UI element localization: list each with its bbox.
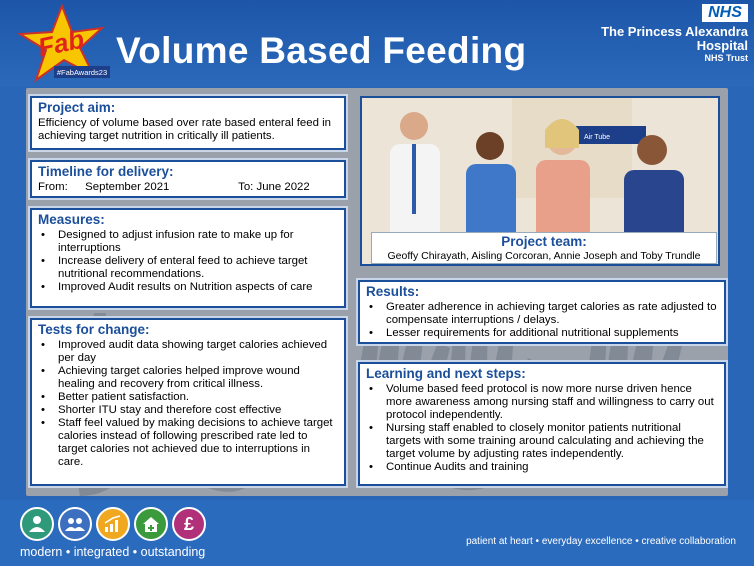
timeline-from-value: September 2021 <box>85 181 170 193</box>
list-item: • Improved audit data showing target calories achieved per day <box>38 339 338 365</box>
list-item: • Nursing staff enabled to closely monitor patients nutritional targets with some training around calculating and achieving the target volume by adjusting rates independently. <box>366 422 718 461</box>
project-aim-heading: Project aim: <box>38 100 116 115</box>
team-heading: Project team: <box>501 234 587 249</box>
timeline-box <box>30 160 346 198</box>
air-tube-sign: Air Tube <box>584 134 611 141</box>
team-names: Geoffy Chirayath, Aisling Corcoran, Annie Joseph and Toby Trundle <box>387 250 701 262</box>
trust-line-3: NHS Trust <box>704 53 748 63</box>
patient-icon <box>20 507 54 541</box>
project-aim-box <box>30 96 346 150</box>
project-aim-text: Efficiency of volume based over rate based enteral feed in achieving target nutrition in critically ill patients. <box>38 117 331 142</box>
growth-chart-icon <box>96 507 130 541</box>
trust-name <box>601 25 748 64</box>
list-item: • Designed to adjust infusion rate to make up for interruptions <box>38 229 338 255</box>
measures-list <box>38 229 338 294</box>
nhs-logo: NHS <box>702 4 748 22</box>
pound-icon <box>172 507 206 541</box>
tests-list <box>38 339 338 469</box>
timeline-heading: Timeline for delivery: <box>38 164 174 179</box>
measures-heading: Measures: <box>38 212 105 227</box>
badge-tag: #FabAwards23 <box>56 68 108 77</box>
list-item: • Increase delivery of enteral feed to achieve target nutritional recommendations. <box>38 255 338 281</box>
trust-line-1: The Princess Alexandra <box>601 24 748 39</box>
learning-heading: Learning and next steps: <box>366 366 526 381</box>
timeline-from-label: From: <box>38 181 68 193</box>
fab-awards-badge <box>14 4 114 86</box>
page-title: Volume Based Feeding <box>116 30 527 71</box>
pound-symbol: £ <box>183 513 194 534</box>
list-item: • Staff feel valued by making decisions to achieve target calories instead of following prescribed rate led to target calories not achieved due to interruptions in care. <box>38 417 338 469</box>
home-icon <box>134 507 168 541</box>
learning-list <box>366 383 718 474</box>
results-box <box>358 280 726 344</box>
people-icon <box>58 507 92 541</box>
timeline-row <box>38 181 338 194</box>
list-item: • Shorter ITU stay and therefore cost effective <box>38 404 338 417</box>
footer-tagline-right: patient at heart • everyday excellence • creative collaboration <box>466 536 736 547</box>
list-item: • Achieving target calories helped improve wound healing and recovery from critical illness. <box>38 365 338 391</box>
list-item: • Better patient satisfaction. <box>38 391 338 404</box>
list-item: • Lesser requirements for additional nutritional supplements <box>366 327 718 340</box>
timeline-to: To: June 2022 <box>238 181 310 193</box>
learning-box <box>358 362 726 486</box>
measures-box <box>30 208 346 308</box>
trust-line-2: Hospital <box>696 38 748 53</box>
tests-heading: Tests for change: <box>38 322 150 337</box>
list-item: • Greater adherence in achieving target calories as rate adjusted to compensate interruptions / delays. <box>366 301 718 327</box>
list-item: • Improved Audit results on Nutrition aspects of care <box>38 281 338 294</box>
badge-text: Fab <box>35 23 87 63</box>
list-item: • Volume based feed protocol is now more nurse driven hence more awareness among nursing staff and willingness to carry out protocol independently. <box>366 383 718 422</box>
team-caption <box>371 232 717 264</box>
results-list <box>366 301 718 340</box>
results-heading: Results: <box>366 284 420 299</box>
footer-tagline-left: modern • integrated • outstanding <box>20 545 206 559</box>
tests-box <box>30 318 346 486</box>
list-item: • Continue Audits and training <box>366 461 718 474</box>
